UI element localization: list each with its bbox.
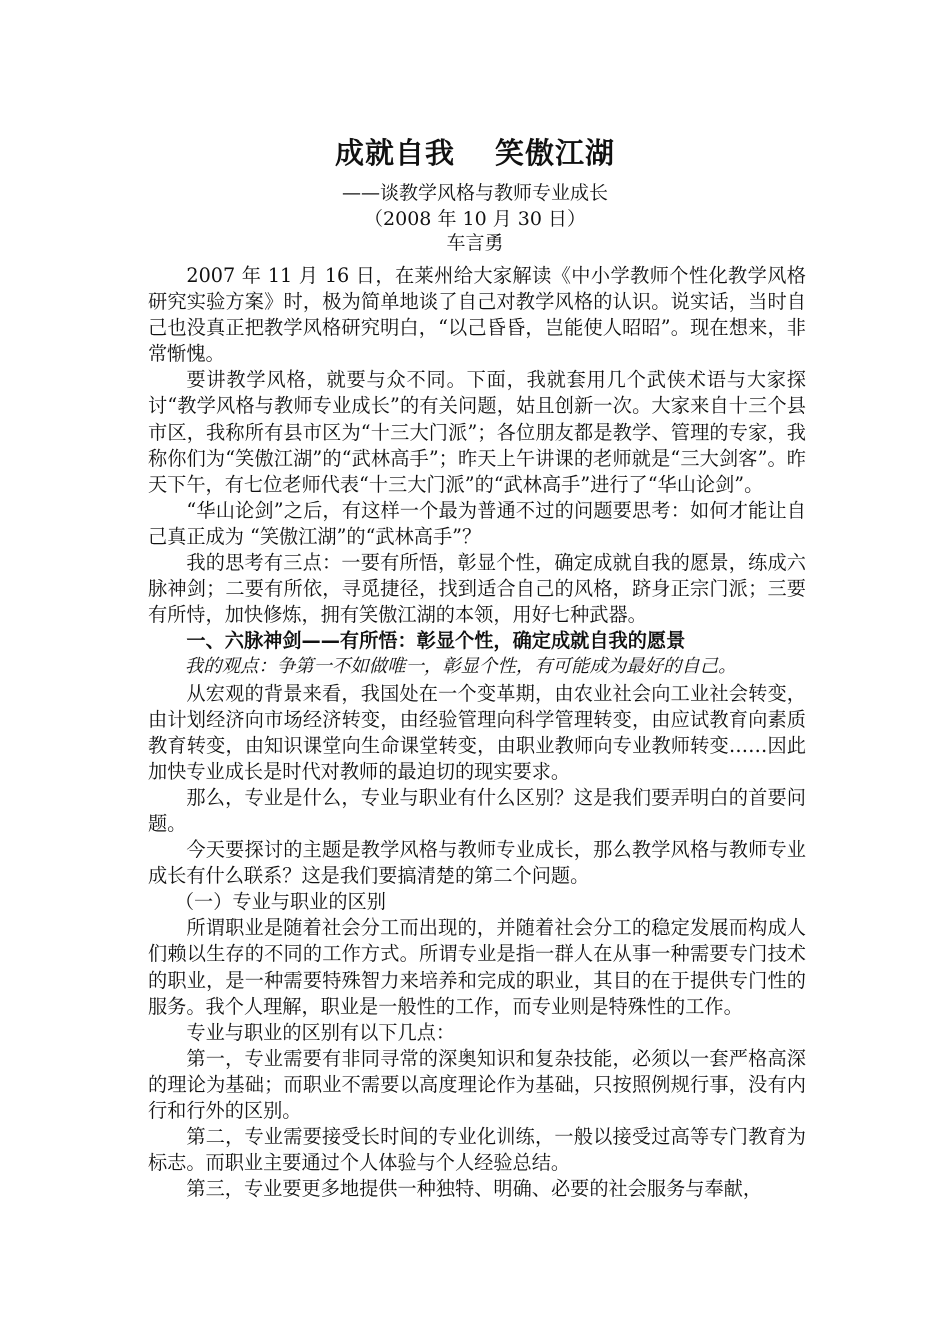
paragraph: 第一，专业需要有非同寻常的深奥知识和复杂技能，必须以一套严格高深的理论为基础；而职业不需要以高度理论作为基础，只按照例规行事，没有内行和行外的区别。 (148, 1046, 806, 1122)
opinion-statement: 我的观点：争第一不如做唯一，彰显个性，有可能成为最好的自己。 (184, 656, 737, 678)
title-part-1: 成就自我 (334, 136, 455, 170)
paragraph: 我的思考有三点：一要有所悟，彰显个性，确定成就自我的愿景，练成六脉神剑；二要有所依，寻觅捷径，找到适合自己的风格，跻身正宗门派；三要有所恃，加快修炼，拥有笑傲江湖的本领，用好七种武器。 (148, 551, 806, 627)
paragraph: 2007 年 11 月 16 日，在莱州给大家解读《中小学教师个性化教学风格研究实验方案》时，极为简单地谈了自己对教学风格的认识。说实话，当时自己也没真正把教学风格研究明白，“以己昏昏，岂能使人昭昭”。现在想来，非常惭愧。 (148, 264, 806, 366)
title-part-2: 笑傲江湖 (495, 136, 616, 170)
document-subtitle: ——谈教学风格与教师专业成长 (341, 182, 608, 204)
paragraph: 专业与职业的区别有以下几点： (186, 1020, 456, 1044)
paragraph: 从宏观的背景来看，我国处在一个变革期，由农业社会向工业社会转变，由计划经济向市场经济转变，由经验管理向科学管理转变，由应试教育向素质教育转变，由知识课堂向生命课堂转变，由职业教师向专业教师转变……因此加快专业成长是时代对教师的最迫切的现实要求。 (148, 681, 806, 783)
document-date: （2008 年 10 月 30 日） (364, 208, 586, 230)
paragraph: 那么，专业是什么，专业与职业有什么区别？这是我们要弄明白的首要问题。 (148, 785, 806, 835)
paragraph: “华山论剑”之后，有这样一个最为普通不过的问题要思考：如何才能让自己真正成为 “笑傲江湖”的“武林高手”？ (148, 498, 806, 548)
paragraph: 第二，专业需要接受长时间的专业化训练，一般以接受过高等专门教育为标志。而职业主要通过个人体验与个人经验总结。 (148, 1125, 806, 1175)
document-title (0, 131, 950, 172)
subsection-heading: （一）专业与职业的区别 (174, 890, 386, 914)
paragraph: 要讲教学风格，就要与众不同。下面，我就套用几个武侠术语与大家探讨“教学风格与教师专业成长”的有关问题，姑且创新一次。大家来自十三个县市区，我称所有县市区为“十三大门派”；各位朋友都是教学、管理的专家，我称你们为“笑傲江湖”的“武林高手”；昨天上午讲课的老师就是“三大剑客”。昨天下午，有七位老师代表“十三大门派”的“武林高手”进行了“华山论剑”。 (148, 368, 806, 496)
section-heading: 一、六脉神剑——有所悟：彰显个性，确定成就自我的愿景 (186, 629, 686, 653)
paragraph: 所谓职业是随着社会分工而出现的，并随着社会分工的稳定发展而构成人们赖以生存的不同的工作方式。所谓专业是指一群人在从事一种需要专门技术的职业，是一种需要特殊智力来培养和完成的职业，其目的在于提供专门性的服务。我个人理解，职业是一般性的工作，而专业则是特殊性的工作。 (148, 916, 806, 1018)
paragraph: 第三，专业要更多地提供一种独特、明确、必要的社会服务与奉献， (186, 1177, 763, 1201)
document-author: 车言勇 (446, 232, 504, 254)
paragraph: 今天要探讨的主题是教学风格与教师专业成长，那么教学风格与教师专业成长有什么联系？这是我们要搞清楚的第二个问题。 (148, 838, 806, 888)
document-body (148, 263, 806, 1202)
